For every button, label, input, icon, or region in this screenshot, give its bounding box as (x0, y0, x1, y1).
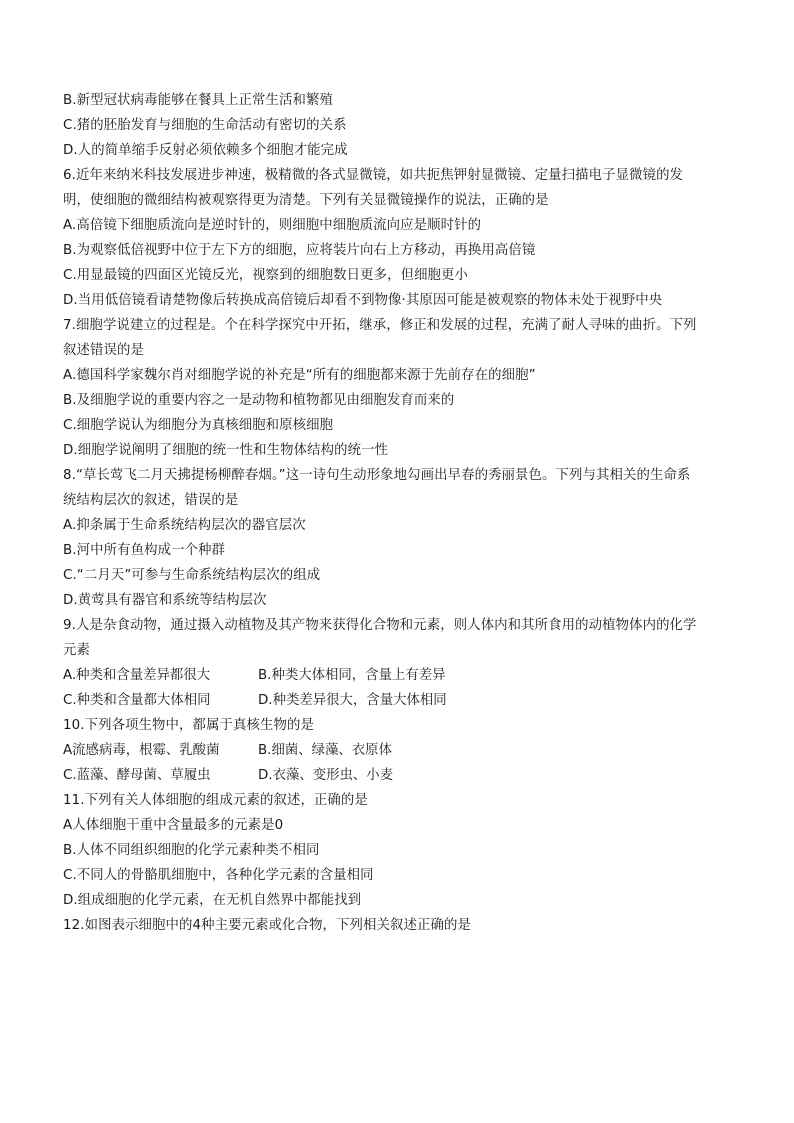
text-line: A人体细胞干重中含量最多的元素是0 (63, 818, 284, 833)
text-line: D.黄莺具有器官和系统等结构层次 (63, 593, 267, 608)
text-line: 10.下列各项生物中，都属于真核生物的是 (63, 718, 314, 733)
text-line: 11.下列有关人体细胞的组成元素的叙述，正确的是 (63, 793, 368, 808)
text-line: D.人的简单缩手反射必须依赖多个细胞才能完成 (63, 143, 348, 158)
option-text: A.种类和含量差异都很大 (63, 668, 211, 683)
text-line: A.抑条属于生命系统结构层次的器官层次 (63, 518, 306, 533)
text-line: A.德国科学家魏尔肖对细胞学说的补充是“所有的细胞都来源于先前存在的细胞” (63, 368, 536, 383)
text-line: 12.如图表示细胞中的4种主要元素或化合物，下列相关叙述正确的是 (63, 918, 471, 933)
text-line: 明，使细胞的微细结构被观察得更为清楚。下列有关显微镜操作的说法，正确的是 (63, 193, 549, 208)
text-line: 叙述错误的是 (63, 343, 144, 358)
option-text: C.种类和含量都大体相同 (63, 693, 211, 708)
option-text: D.衣藻、变形虫、小麦 (258, 768, 394, 783)
text-line: 6.近年来纳米科技发展进步神速，极精微的各式显微镜，如共扼焦钾射显微镜、定量扫描电子显微镜的发 (63, 168, 684, 183)
text-line: C.不同人的骨骼肌细胞中，各种化学元素的含量相同 (63, 868, 374, 883)
text-line: D.细胞学说阐明了细胞的统一性和生物体结构的统一性 (63, 443, 389, 458)
option-text: B.种类大体相同，含量上有差异 (258, 668, 446, 683)
text-line: B.河中所有鱼构成一个种群 (63, 543, 226, 558)
text-line: 8.“草长莺飞二月天拂提杨柳醉春烟。”这一诗句生动形象地勾画出早春的秀丽景色。下列与其相关的生命系 (63, 468, 691, 483)
text-line: C.猪的胚胎发育与细胞的生命活动有密切的关系 (63, 118, 347, 133)
text-line: 元素 (63, 643, 90, 658)
text-line: B.新型冠状病毒能够在餐具上正常生活和繁殖 (63, 93, 333, 108)
option-row (63, 738, 743, 763)
option-row (63, 763, 743, 788)
option-text: D.种类差异很大，含量大体相同 (258, 693, 447, 708)
text-line: B.及细胞学说的重要内容之一是动物和植物都见由细胞发育而来的 (63, 393, 455, 408)
option-text: A流感病毒，根霉、乳酸菌 (63, 743, 220, 758)
text-line: C.用显最镜的四面区光镜反光，视察到的细胞数日更多，但细胞更小 (63, 268, 469, 283)
text-line: A.高倍镜下细胞质流向是逆时针的，则细胞中细胞质流向应是顺时针的 (63, 218, 482, 233)
text-line: D.组成细胞的化学元素，在无机自然界中都能找到 (63, 893, 362, 908)
text-line: B.人体不同组织细胞的化学元素种类不相同 (63, 843, 320, 858)
question-text-block (63, 88, 743, 938)
text-line: C.细胞学说认为细胞分为真核细胞和原核细胞 (63, 418, 334, 433)
text-line: C.“二月天”可参与生命系统结构层次的组成 (63, 568, 321, 583)
option-text: C.蓝藻、酵母菌、草履虫 (63, 768, 211, 783)
text-line: D.当用低倍镜看请楚物像后转换成高倍镜后却看不到物像·其原因可能是被观察的物体未处于视野中央 (63, 293, 663, 308)
option-text: B.细菌、绿藻、衣原体 (258, 743, 392, 758)
text-line: B.为观察低倍视野中位于左下方的细胞，应将装片向右上方移动，再换用高倍镜 (63, 243, 536, 258)
text-line: 7.细胞学说建立的过程是。个在科学探究中开拓，继承，修正和发展的过程，充满了耐人寻味的曲折。下列 (63, 318, 697, 333)
option-row (63, 663, 743, 688)
text-line: 统结构层次的叙述，错误的是 (63, 493, 239, 508)
text-line: 9.人是杂食动物，通过摄入动植物及其产物来获得化合物和元素，则人体内和其所食用的动植物体内的化学 (63, 618, 697, 633)
option-row (63, 688, 743, 713)
